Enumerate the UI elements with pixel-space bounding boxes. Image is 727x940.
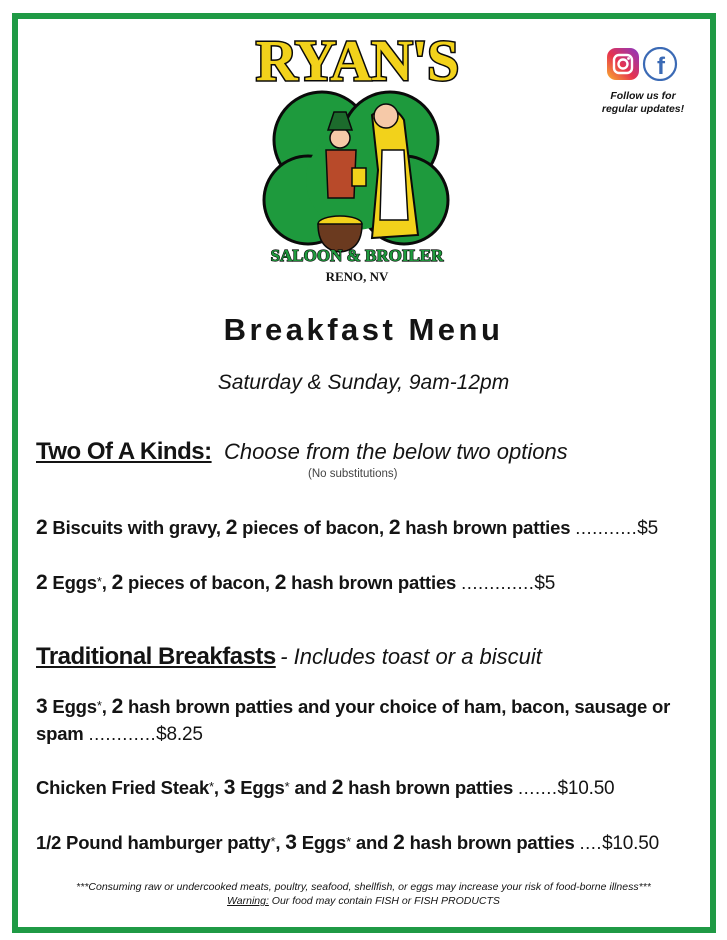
section-traditional-breakfasts <box>36 643 542 671</box>
menu-item-hamburger-patty: 1/2 Pound hamburger patty*, 3 Eggs* and 2 hash brown patties ....$10.50 <box>36 831 659 854</box>
section-two-of-a-kinds <box>36 438 568 466</box>
food-safety-disclaimer: ***Consuming raw or undercooked meats, poultry, seafood, shellfish, or eggs may increase your risk of food-borne illness*** <box>76 881 651 893</box>
menu-item-eggs-bacon: 2 Eggs*, 2 pieces of bacon, 2 hash brown patties .............$5 <box>36 571 556 594</box>
section-heading: Two Of A Kinds: <box>36 438 212 465</box>
instagram-icon[interactable] <box>607 48 639 80</box>
section-description: - Includes toast or a biscuit <box>280 644 542 669</box>
social-icons <box>606 47 678 81</box>
shamrock-leprechaun-logo <box>222 20 492 290</box>
menu-item-biscuits: 2 Biscuits with gravy, 2 pieces of bacon, 2 hash brown patties ...........$5 <box>36 516 658 539</box>
item-price: $5 <box>534 573 556 594</box>
footer-disclaimer <box>0 880 727 908</box>
item-price: $10.50 <box>557 778 615 799</box>
section-heading: Traditional Breakfasts <box>36 643 276 670</box>
item-price: $5 <box>637 518 658 539</box>
menu-item-eggs-choice: 3 Eggs*, 2 hash brown patties and your choice of ham, bacon, sausage or spam ............$8.25 <box>36 695 671 745</box>
brand-location: RENO, NV <box>325 269 389 284</box>
menu-hours: Saturday & Sunday, 9am-12pm <box>217 371 510 394</box>
menu-title: Breakfast Menu <box>223 312 504 347</box>
follow-line-2: regular updates! <box>601 103 685 115</box>
substitution-note: (No substitutions) <box>308 468 398 480</box>
item-price: $8.25 <box>156 724 203 745</box>
menu-item-chicken-fried-steak: Chicken Fried Steak*, 3 Eggs* and 2 hash brown patties .......$10.50 <box>36 776 615 799</box>
brand-subtitle: SALOON & BROILER <box>270 246 444 265</box>
svg-text:f: f <box>657 53 665 80</box>
brand-name: RYAN'S <box>255 28 459 93</box>
allergen-warning: Warning: Our food may contain FISH or FISH PRODUCTS <box>227 895 500 907</box>
section-description: Choose from the below two options <box>224 439 568 464</box>
follow-line-1: Follow us for <box>610 90 676 102</box>
item-price: $10.50 <box>602 833 659 854</box>
follow-text <box>588 90 698 116</box>
facebook-icon[interactable] <box>644 48 676 80</box>
